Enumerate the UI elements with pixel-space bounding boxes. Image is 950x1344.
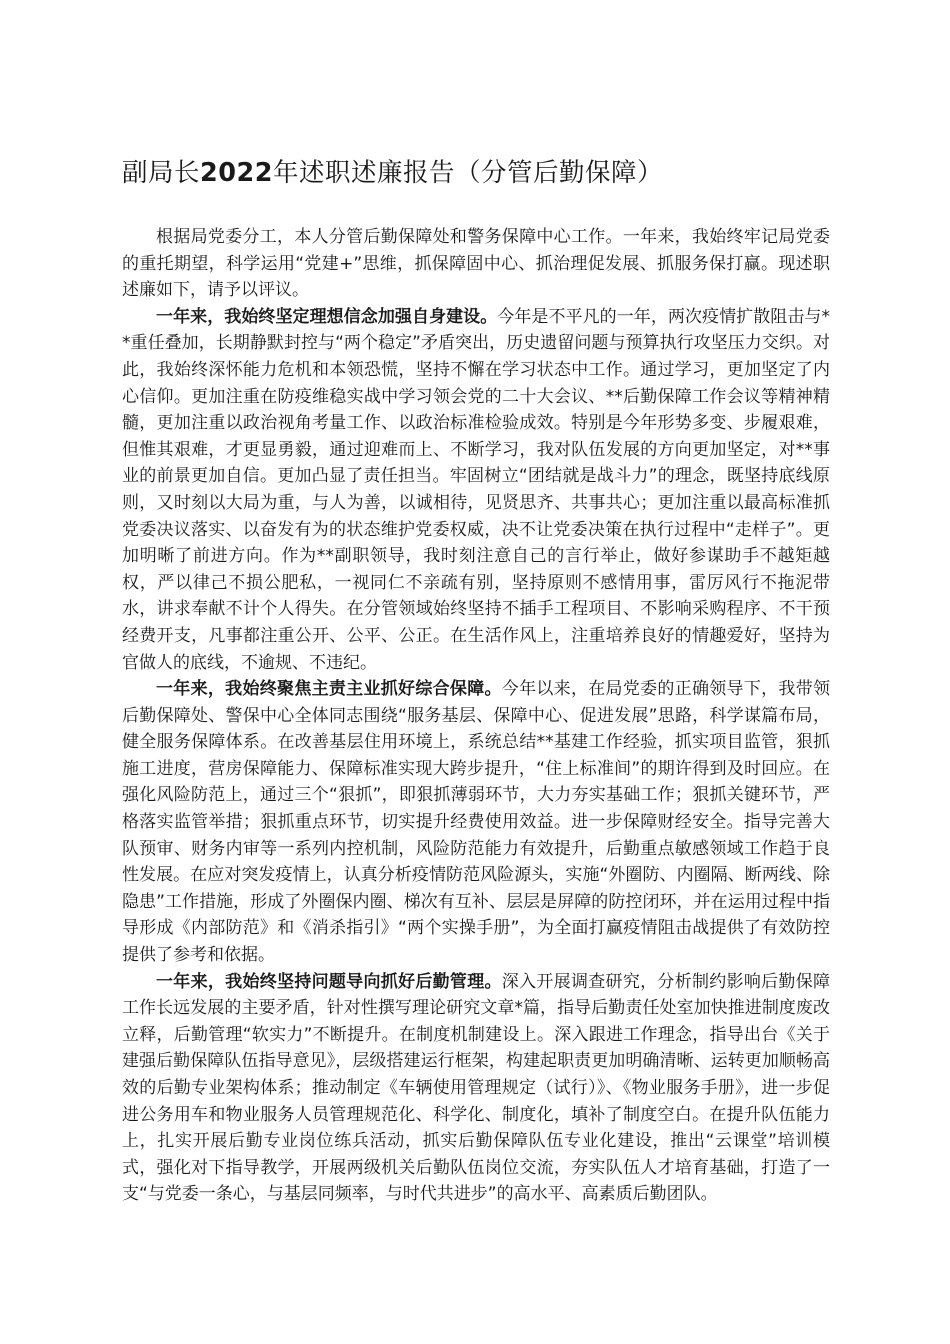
paragraph-body: 深入开展调查研究，分析制约影响后勤保障工作长远发展的主要矛盾，针对性撰写理论研究文章*篇，指导后勤责任处室加快推进制度废改立释，后勤管理“软实力”不断提升。在制度机制建设上。深入跟进工作理念，指导出台《关于建强后勤保障队伍指导意见》，层级搭建运行框架，构建起职责更加明确清晰、运转更加顺畅高效的后勤专业架构体系；推动制定《车辆使用管理规定（试行）》、《物业服务手册》，进一步促进公务用车和物业服务人员管理规范化、科学化、制度化，填补了制度空白。在提升队伍能力上，扎实开展后勤专业岗位练兵活动，抓实后勤保障队伍专业化建设，推出“云课堂”培训模式，强化对下指导教学，开展两级机关后勤队伍岗位交流，夯实队伍人才培育基础，打造了一支“与党委一条心，与基层同频率，与时代共进步”的高水平、高素质后勤团队。: [122, 971, 831, 1205]
paragraph-logistics-management: [122, 969, 830, 1208]
paragraph-body: 今年是不平凡的一年，两次疫情扩散阻击与**重任叠加，长期静默封控与“两个稳定”矛盾突出，历史遗留问题与预算执行攻坚压力交织。对此，我始终深怀能力危机和本领恐慌，坚持不懈在学习状态中工作。通过学习，更加坚定了内心信仰。更加注重在防疫维稳实战中学习领会党的二十大会议、**后勤保障工作会议等精神精髓，更加注重以政治视角考量工作、以政治标准检验成效。特别是今年形势多变、步履艰难，但惟其艰难，才更显勇毅，通过迎难而上、不断学习，我对队伍发展的方向更加坚定，对**事业的前景更加自信。更加凸显了责任担当。牢固树立“团结就是战斗力”的理念，既坚持底线原则，又时刻以大局为重，与人为善，以诚相待，见贤思齐、共事共心；更加注重以最高标准抓党委决议落实、以奋发有为的状态维护党委权威，决不让党委决策在执行过程中“走样子”。更加明晰了前进方向。作为**副职领导，我时刻注意自己的言行举止，做好参谋助手不越矩越权，严以律己不损公肥私，一视同仁不亲疏有别，坚持原则不感情用事，雷厉风行不拖泥带水，讲求奉献不计个人得失。在分管领域始终坚持不插手工程项目、不影响采购程序、不干预经费开支，凡事都注重公开、公平、公正。在生活作风上，注重培养良好的情趣爱好，坚持为官做人的底线，不逾规、不违纪。: [122, 306, 830, 673]
paragraph-lead: 一年来，我始终坚持问题导向抓好后勤管理。: [156, 971, 502, 992]
paragraph-lead: 一年来，我始终聚焦主责主业抓好综合保障。: [156, 679, 502, 700]
paragraph-self-building: [122, 304, 830, 676]
title-prefix: 副局长: [122, 158, 201, 188]
paragraph-intro: [122, 224, 830, 304]
title-suffix: 年述职述廉报告（分管后勤保障）: [273, 158, 664, 188]
paragraph-lead: 一年来，我始终坚定理想信念加强自身建设。: [156, 306, 498, 327]
paragraph-comprehensive-support: [122, 676, 830, 969]
paragraph-body: 根据局党委分工，本人分管后勤保障处和警务保障中心工作。一年来，我始终牢记局党委的重托期望，科学运用“党建+”思维，抓保障固中心、抓治理促发展、抓服务保打赢。现述职述廉如下，请予以评议。: [122, 227, 830, 301]
document-page: [122, 150, 830, 1208]
document-title: [122, 150, 830, 196]
paragraph-body: 今年以来，在局党委的正确领导下，我带领后勤保障处、警保中心全体同志围绕“服务基层、保障中心、促进发展”思路，科学谋篇布局，健全服务保障体系。在改善基层住用环境上，系统总结**基建工作经验，抓实项目监管，狠抓施工进度，营房保障能力、保障标准实现大跨步提升，“住上标准间”的期许得到及时回应。在强化风险防范上，通过三个“狠抓”，即狠抓薄弱环节，大力夯实基础工作；狠抓关键环节，严格落实监管举措；狠抓重点环节，切实提升经费使用效益。进一步保障财经安全。指导完善大队预审、财务内审等一系列内控机制，风险防范能力有效提升，后勤重点敏感领域工作趋于良性发展。在应对突发疫情上，认真分析疫情防范风险源头，实施“外圈防、内圈隔、断两线、除隐患”工作措施，形成了外圈保内圈、梯次有互补、层层是屏障的防控闭环，并在运用过程中指导形成《内部防范》和《消杀指引》“两个实操手册”，为全面打赢疫情阻击战提供了有效防控提供了参考和依据。: [122, 679, 831, 966]
title-year: 2022: [200, 158, 273, 188]
